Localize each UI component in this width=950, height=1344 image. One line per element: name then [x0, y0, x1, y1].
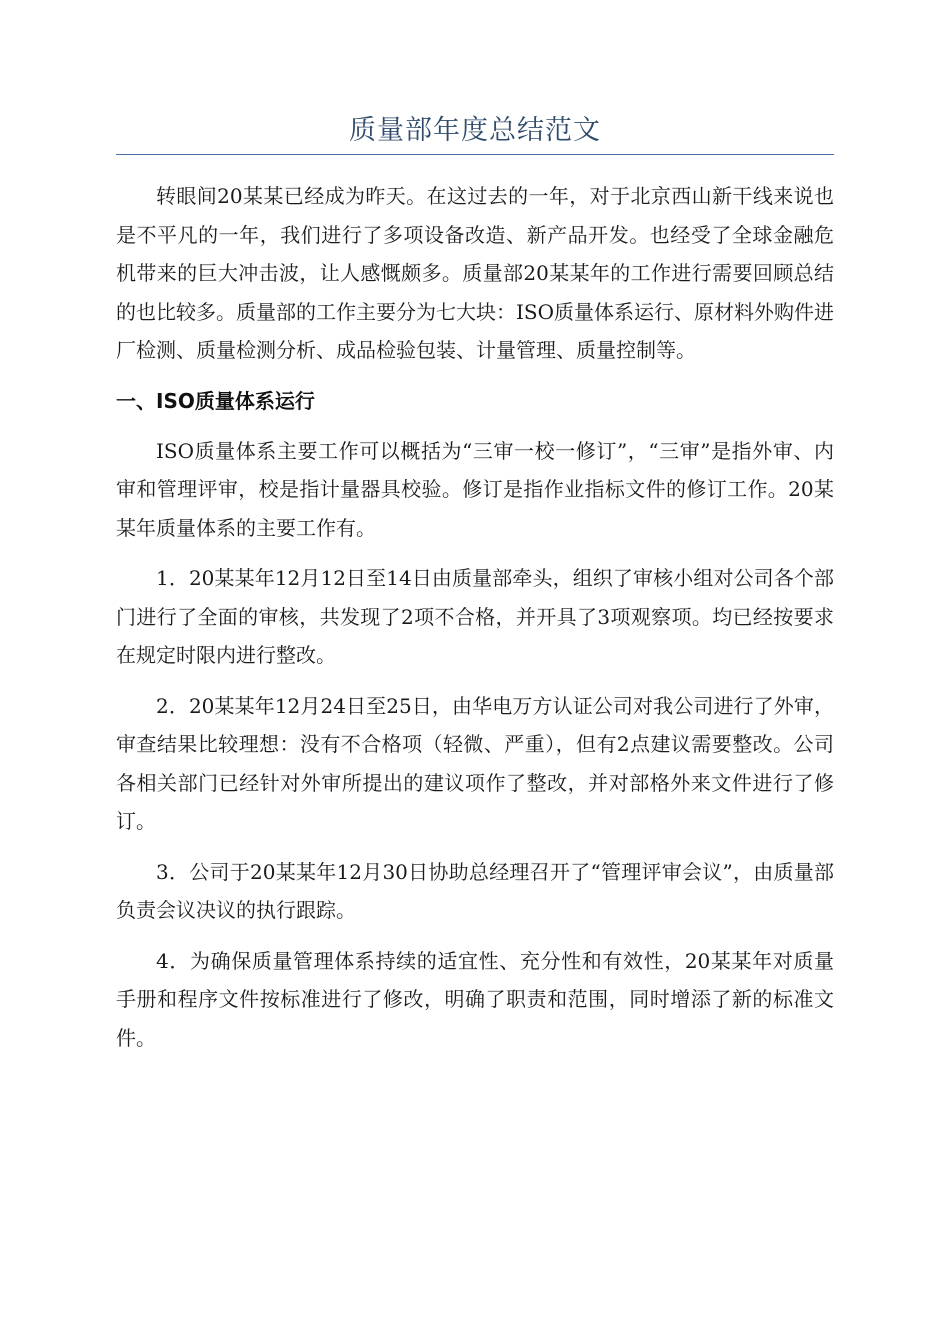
document-page [116, 110, 834, 1057]
document-title: 质量部年度总结范文 [116, 110, 834, 155]
list-item-4: 4．为确保质量管理体系持续的适宜性、充分性和有效性，20某某年对质量手册和程序文件按标准进行了修改，明确了职责和范围，同时增添了新的标准文件。 [116, 948, 834, 1050]
intro-paragraph: 转眼间20某某已经成为昨天。在这过去的一年，对于北京西山新干线来说也是不平凡的一年，我们进行了多项设备改造、新产品开发。也经受了全球金融危机带来的巨大冲击波，让人感慨颇多。质量部20某某年的工作进行需要回顾总结的也比较多。质量部的工作主要分为七大块：ISO质量体系运行、原材料外购件进厂检测、质量检测分析、成品检验包装、计量管理、质量控制等。 [116, 184, 834, 362]
section-summary-paragraph: ISO质量体系主要工作可以概括为“三审一校一修订”，“三审”是指外审、内审和管理评审，校是指计量器具校验。修订是指作业指标文件的修订工作。20某某年质量体系的主要工作有。 [116, 438, 834, 540]
list-item-1: 1．20某某年12月12日至14日由质量部牵头，组织了审核小组对公司各个部门进行了全面的审核，共发现了2项不合格，并开具了3项观察项。均已经按要求在规定时限内进行整改。 [116, 566, 834, 667]
list-item-2: 2．20某某年12月24日至25日，由华电万方认证公司对我公司进行了外审，审查结果比较理想：没有不合格项（轻微、严重），但有2点建议需要整改。公司各相关部门已经针对外审所提出的建议项作了整改，并对部格外来文件进行了修订。 [116, 693, 834, 833]
section-heading-iso: 一、ISO质量体系运行 [116, 388, 315, 413]
list-item-3: 3．公司于20某某年12月30日协助总经理召开了“管理评审会议”，由质量部负责会议决议的执行跟踪。 [116, 859, 834, 922]
